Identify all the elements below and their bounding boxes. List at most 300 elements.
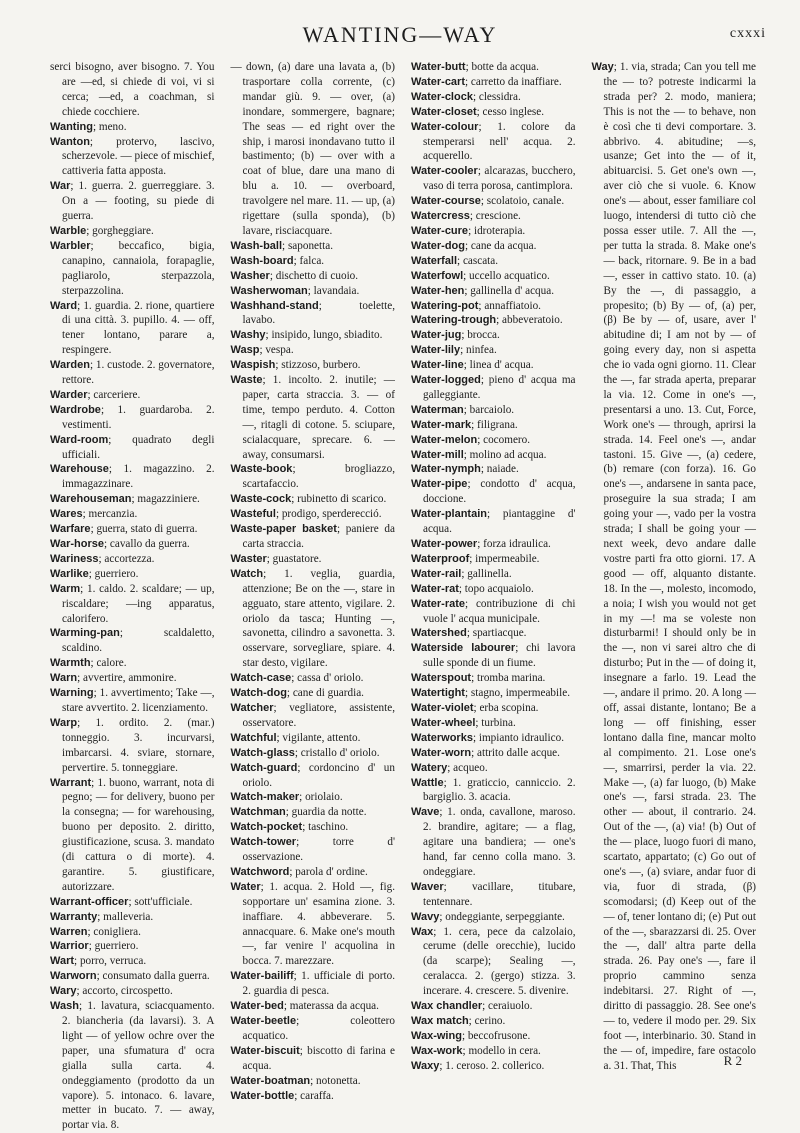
entry-headword: Waster <box>230 552 267 565</box>
entry-definition: ; beccafico, bigia, canapino, cannaiola, forapaglie, pagliarolo, sterpazzola, sterpazzolina. <box>62 239 215 297</box>
dictionary-entry <box>411 403 576 418</box>
entry-definition: ; molino ad acqua. <box>463 448 547 461</box>
entry-headword: Waste <box>230 374 263 387</box>
entry-headword: Waterworks <box>411 731 473 744</box>
dictionary-entry <box>231 239 396 254</box>
entry-headword: Water-mill <box>411 448 464 461</box>
entry-headword: Watch-case <box>230 672 292 685</box>
dictionary-entry <box>50 299 215 359</box>
dictionary-entry <box>411 999 576 1014</box>
entry-definition: ; consumato dalla guerra. <box>96 970 210 983</box>
entry-headword: Water-butt <box>411 61 466 73</box>
entry-definition: ; linea d' acqua. <box>463 359 534 372</box>
entry-definition: ; idroterapia. <box>468 224 526 237</box>
dictionary-entry <box>231 492 396 507</box>
entry-definition: ; calore. <box>90 657 127 670</box>
entry-headword: Water-worn <box>411 746 472 759</box>
entry-headword: Water-mark <box>411 418 472 431</box>
entry-headword: Water-rat <box>411 582 459 595</box>
entry-headword: Watering-trough <box>411 314 497 327</box>
dictionary-entry <box>50 939 215 954</box>
entry-headword: Wary <box>50 985 77 998</box>
column-1 <box>50 60 215 1133</box>
dictionary-entry <box>411 448 576 463</box>
entry-headword: Water-biscuit <box>230 1044 300 1057</box>
dictionary-entry <box>231 1089 396 1104</box>
entry-definition: ; vespa. <box>259 344 294 357</box>
entry-definition: ; saponetta. <box>282 239 333 252</box>
dictionary-entry <box>50 403 215 433</box>
dictionary-entry <box>411 701 576 716</box>
entry-definition: ; topo acquaiolo. <box>458 582 534 595</box>
dictionary-entry <box>231 820 396 835</box>
entry-definition: ; 1. lavatura, sciacquamento. 2. biancheria (da lavarsi). 3. A light — of yellow ochre over the paper, una sfumatura d' ocra gialla sulla carta. 4. ondeggiamento (prodotto da un vapore). 5. intonaco. 6. lavare, metter in bucato. 7. — away, portar via. 8. <box>62 1000 215 1132</box>
entry-headword: Wasp <box>230 344 260 357</box>
dictionary-entry <box>411 567 576 582</box>
entry-definition: ; guerra, stato di guerra. <box>90 523 198 536</box>
entry-definition: ; notonetta. <box>310 1074 361 1087</box>
entry-headword: Warehouse <box>50 463 109 476</box>
entry-headword: Watch-guard <box>230 761 298 774</box>
entry-headword: Warn <box>50 672 78 685</box>
dictionary-entry <box>231 880 396 969</box>
entry-headword: Warrior <box>50 940 89 953</box>
dictionary-entry <box>231 299 396 329</box>
entry-definition: ; carretto da inaffiare. <box>465 75 562 88</box>
page-header <box>20 22 780 50</box>
dictionary-entry <box>411 537 576 552</box>
dictionary-entry <box>50 984 215 999</box>
entry-definition: ; cerino. <box>468 1015 506 1027</box>
dictionary-entry <box>231 507 396 522</box>
entry-headword: Waste-paper basket <box>230 523 337 536</box>
entry-definition: ; attrito dalle acque. <box>471 746 560 759</box>
dictionary-entry <box>411 776 576 806</box>
entry-headword: Watchword <box>230 865 290 878</box>
entry-definition: ; 1. custode. 2. governatore, rettore. <box>62 359 215 387</box>
entry-headword: Waterspout <box>411 672 472 685</box>
entry-definition: ; contribuzione di chi vuole l' acqua municipale. <box>423 597 576 625</box>
dictionary-entry <box>231 567 396 671</box>
dictionary-entry <box>231 1014 396 1044</box>
entry-definition: ; beccofrusone. <box>461 1029 531 1042</box>
entry-definition: serci bisogno, aver bisogno. 7. You are —ed, si chiede di voi, vi si cerca; —ed, a coachman, si chiede cocchiere. <box>50 61 215 118</box>
entry-definition: ; mercanzia. <box>82 508 138 521</box>
dictionary-entry <box>50 686 215 716</box>
entry-definition: ; 1. onda, cavallone, maroso. 2. brandire, agitare; — a flag, agitare una bandiera; — one's hand, far cenno colla mano. 3. ondeggiare. <box>423 806 576 878</box>
entry-headword: Water-power <box>411 538 478 550</box>
dictionary-entry <box>231 790 396 805</box>
entry-headword: Waxy <box>411 1059 440 1072</box>
dictionary-entry <box>411 224 576 239</box>
entry-definition: ; 1. avvertimento; Take —, stare avvertito. 2. licenziamento. <box>62 687 215 714</box>
entry-definition: ; cordoncino d' un oriolo. <box>242 761 395 789</box>
entry-definition: ; ninfea. <box>460 344 497 357</box>
dictionary-entry <box>231 522 396 552</box>
entry-definition: ; botte da acqua. <box>465 61 539 73</box>
dictionary-entry <box>231 328 396 343</box>
dictionary-entry <box>411 1059 576 1074</box>
entry-headword: Warmth <box>50 657 91 670</box>
dictionary-entry <box>411 60 576 75</box>
entry-headword: Watcher <box>230 701 274 714</box>
entry-headword: Warm <box>50 582 81 595</box>
entry-definition: ; porro, verruca. <box>74 955 147 968</box>
entry-definition: ; cassa d' oriolo. <box>291 672 364 685</box>
dictionary-entry <box>231 999 396 1014</box>
entry-headword: Water-plantain <box>411 508 487 521</box>
entry-headword: Watch <box>230 567 264 580</box>
entry-headword: Waste-book <box>230 463 293 476</box>
entry-definition: ; cristallo d' oriolo. <box>294 746 380 759</box>
entry-headword: Washy <box>230 329 266 342</box>
entry-definition: ; 1. cera, pece da calzolaio, cerume (delle orecchie), lucido (da scarpe); Sealing —, ceralacca. 2. (gergo) stizza. 3. incerare. 4. crescere. 5. divenire. <box>423 925 576 998</box>
entry-headword: Watch-maker <box>230 791 300 804</box>
entry-definition: ; 1. via, strada; Can you tell me the — to? potreste indicarmi la strada per? 2. modo, maniera; This is not the — to behave, non è così che ti devi comportare. 3. abbrivo. 4. abitudine; —s, usanze; Get into the — of it, abituarcisi. 5. Get one's own —, aver ciò che si vuole. 6. Know one's — about, esser familiare col luogo, intendersi di tutto ciò che possa esser utile. 7. All the —, per tutta la strada. 8. Make one's — back, ritornare. 9. Be in a bad —, esser in cattivo stato. 10. (a) By the —, di passaggio, a propesito; (b) By — of, (a) per, (β) Be by — of, usare, aver l' abitudine di; I am not by — of going every day, non si aspetta che io vada ogni giorno. 11. Clear the —, far strada aperta, preparar la via. 12. Come in one's —, presentarsi a uno. 13. Cut, Force, Work one's — through, aprirsi la strada. 14. Feel one's —, andar tastoni. 15. Give —, (a) cedere, (b) remare (con forza). 16. Go one's —, andarsene in santa pace, proseguire la sua strada; I am going your —, vado per la vostra strada; I shall be going your — next week, devo andare dalle vostre parti fra otto giorni. 17. A good — off, alquanto distante. 18. In the —, molesto, incomodo, a noia; I wish you would not get in my —! ma se voleste non disturbarmi! I should only be in the —, non vi sarei altro che di disturbo; Put in the — of doing it, insegnare a farlo. 19. Lead the —, andare il primo. 20. A long — off, assai distante, lontano; Be a long — off finishing, esser lontano dalla fine, mancar molto al compimento. 21. Lose one's —, smarrirsi, perder la via. 22. Make —, (a) far luogo, (b) Make one's —, farsi strada. 23. The other — about, il contrario. 24. Out of the —, (a) via! (b) Out of the — place, luogo fuori di mano, scartato, appartato; (c) Go out of one's —, (a) sviare, andar fuor di via, fuor di strada, (β) scomodarsi; (d) Keep out of the — of, tener lontano di; (e) Put out of the —, sbarazzarsi di. 25. Over the —, dall' altra parte della strada. 26. Pay one's —, fare il proprio cammino senza indebitarsi. 27. Right of —, diritto di passaggio. 28. See one's — to, vedere il modo per. 29. Six foot —, interbinario. 30. Stand in the — of, impedire, fare ostacolo a. 31. That, This <box>603 61 756 1072</box>
dictionary-entry <box>411 761 576 776</box>
dictionary-entry <box>50 120 215 135</box>
dictionary-entry <box>411 582 576 597</box>
entry-headword: Watery <box>411 761 448 774</box>
entry-headword: Wardrobe <box>50 403 101 416</box>
entry-headword: Waste-cock <box>230 493 292 506</box>
entry-headword: Waterside labourer <box>411 642 516 655</box>
dictionary-entry <box>411 418 576 433</box>
dictionary-entry <box>411 164 576 194</box>
entry-definition: ; gorgheggiare. <box>86 224 154 237</box>
entry-headword: Water-colour <box>411 120 479 133</box>
dictionary-entry <box>411 433 576 448</box>
dictionary-entry <box>411 1029 576 1044</box>
entry-headword: Ward-room <box>50 433 109 446</box>
entry-definition: ; abbeveratoio. <box>496 314 563 327</box>
entry-headword: Waterfall <box>411 254 458 267</box>
entry-definition: ; quadrato degli ufficiali. <box>62 433 215 461</box>
dictionary-entry <box>50 716 215 776</box>
dictionary-entry <box>50 462 215 492</box>
dictionary-entry <box>50 537 215 552</box>
entry-definition: ; 1. buono, warrant, nota di pegno; — for delivery, buono per la consegna; — for warehousing, buono per deposito. 2. diritto, giustificazione, scusa. 3. mandato (di cattura o di morte). 4. garantire. 5. giustificare, autorizzare. <box>62 776 215 893</box>
entry-headword: Water-rail <box>411 567 462 580</box>
entry-headword: Wash <box>50 1000 79 1013</box>
dictionary-entry <box>231 865 396 880</box>
dictionary-entry <box>231 969 396 999</box>
entry-headword: Warning <box>50 687 94 700</box>
dictionary-entry <box>411 120 576 165</box>
entry-headword: Warp <box>50 716 78 729</box>
entry-headword: Water-cooler <box>411 165 478 178</box>
dictionary-entry <box>411 328 576 343</box>
entry-definition: ; caraffa. <box>294 1089 334 1102</box>
entry-headword: Washhand-stand <box>230 299 319 312</box>
dictionary-entry <box>411 1014 576 1029</box>
entry-headword: Washerwoman <box>230 284 308 297</box>
dictionary-entry <box>50 999 215 1133</box>
entry-definition: ; accortezza. <box>98 552 155 565</box>
entry-definition: ; acqueo. <box>447 761 488 774</box>
entry-headword: Wash-ball <box>230 239 283 252</box>
dictionary-entry <box>231 284 396 299</box>
entry-headword: Wash-board <box>230 254 294 267</box>
entry-headword: Watchman <box>230 806 286 819</box>
entry-definition: ; piantaggine d' acqua. <box>423 508 576 536</box>
entry-definition: ; magazziniere. <box>131 493 200 506</box>
dictionary-entry <box>231 552 396 567</box>
entry-definition: ; impermeabile. <box>469 552 540 565</box>
entry-definition: ; stizzoso, burbero. <box>275 359 361 372</box>
dictionary-entry <box>50 507 215 522</box>
entry-headword: Ward <box>50 299 78 312</box>
entry-definition: ; protervo, lascivo, scherzevole. — piece of mischief, cattiveria fatta apposta. <box>62 135 215 178</box>
dictionary-entry <box>50 358 215 388</box>
dictionary-entry <box>411 209 576 224</box>
dictionary-entry <box>411 75 576 90</box>
entry-definition: ; filigrana. <box>471 418 518 431</box>
entry-definition: ; pieno d' acqua ma galleggiante. <box>423 374 576 401</box>
entry-headword: Warworn <box>50 970 97 983</box>
entry-headword: Water-hen <box>411 284 465 297</box>
entry-definition: ; 1. ceroso. 2. collerico. <box>439 1059 545 1072</box>
entry-definition: ; falca. <box>293 254 325 267</box>
entry-headword: Waver <box>411 880 444 893</box>
entry-definition: ; taschino. <box>302 821 349 834</box>
dictionary-entry <box>411 597 576 627</box>
dictionary-entry <box>411 671 576 686</box>
dictionary-entry <box>592 60 757 1074</box>
page-number: cxxxi <box>729 26 766 41</box>
entry-definition: ; impianto idraulico. <box>472 731 564 744</box>
dictionary-entry <box>411 925 576 1000</box>
entry-definition: ; brocca. <box>461 329 500 342</box>
entry-headword: Warble <box>50 224 87 237</box>
dictionary-entry <box>411 343 576 358</box>
entry-headword: Wariness <box>50 552 99 565</box>
entry-definition: ; cane da acqua. <box>464 239 537 252</box>
entry-headword: Water-line <box>411 359 464 372</box>
entry-headword: Wax match <box>411 1015 469 1027</box>
entry-headword: Warbler <box>50 239 91 252</box>
entry-headword: War-horse <box>50 538 104 550</box>
entry-definition: ; stagno, impermeabile. <box>464 687 570 700</box>
entry-headword: Watch-glass <box>230 746 295 759</box>
entry-headword: Warder <box>50 388 88 401</box>
entry-definition: ; vegliatore, assistente, osservatore. <box>242 701 395 729</box>
entry-definition: ; vacillare, titubare, tentennare. <box>423 880 576 908</box>
column-4 <box>592 60 757 1133</box>
entry-definition: ; gallinella d' acqua. <box>464 284 554 297</box>
entry-headword: Wavy <box>411 910 440 923</box>
entry-definition: ; 1. colore da stemperarsi nell' acqua. 2. acquerello. <box>423 120 576 163</box>
entry-definition: ; clessidra. <box>472 90 521 103</box>
dictionary-entry <box>50 239 215 299</box>
entry-definition: ; tromba marina. <box>471 672 546 685</box>
entry-headword: Water <box>230 880 261 893</box>
entry-definition: ; 1. veglia, guardia, attenzione; Be on the —, stare in agguato, stare attento, vigilare. 2. oriolo da tasca; Hunting —, savonetta, cilindro a savonetta. 3. osservare, sorvegliare, spiare. 4. star desto, vigilare. <box>242 567 395 670</box>
entry-definition: ; cesso inglese. <box>476 105 545 118</box>
dictionary-entry <box>50 224 215 239</box>
dictionary-entry <box>411 716 576 731</box>
dictionary-entry <box>411 641 576 671</box>
dictionary-entry <box>411 552 576 567</box>
dictionary-entry <box>50 671 215 686</box>
entry-headword: Waterfowl <box>411 269 464 282</box>
entry-definition: ; turbina. <box>475 716 516 729</box>
entry-headword: Water-violet <box>411 701 474 714</box>
entry-definition: ; 1. magazzino. 2. immagazzinare. <box>62 463 215 491</box>
entry-headword: Warrant <box>50 776 92 789</box>
dictionary-entry <box>50 969 215 984</box>
entry-headword: Watch-tower <box>230 836 297 849</box>
dictionary-entry <box>411 477 576 507</box>
signature-mark: R 2 <box>723 1053 742 1068</box>
entry-headword: Water-closet <box>411 105 477 118</box>
entry-headword: Watercress <box>411 210 470 223</box>
dictionary-entry <box>411 880 576 910</box>
entry-headword: Water-course <box>411 195 481 208</box>
entry-definition: ; torre d' osservazione. <box>242 836 395 864</box>
entry-definition: ; paniere da carta straccia. <box>242 523 395 550</box>
entry-headword: Water-beetle <box>230 1015 297 1027</box>
entry-headword: Washer <box>230 269 270 282</box>
entry-definition: ; toelette, lavabo. <box>242 299 395 327</box>
dictionary-entry <box>231 254 396 269</box>
entry-headword: Watch-dog <box>230 687 287 700</box>
entry-headword: Wart <box>50 955 75 968</box>
entry-definition: ; cavallo da guerra. <box>104 538 190 550</box>
entry-definition: ; guastatore. <box>266 552 322 565</box>
entry-headword: War <box>50 180 71 193</box>
dictionary-entry <box>411 313 576 328</box>
entry-definition: ; cane di guardia. <box>286 687 364 700</box>
dictionary-entry <box>231 60 396 239</box>
entry-headword: Wax-work <box>411 1044 463 1057</box>
entry-definition: — down, (a) dare una lavata a, (b) trasportare colla corrente, (c) mandar giù. 9. — over, (a) inondare, sommergere, bagnare; The seas — ed right over the ship, i marosi inondavano tutto il bastimento; (b) — over with a coat of blue, dare una mano di blu a. 10. — overboard, travolgere nel mare. 11. — up, (a) rigettare (sulla sponda), (b) lavare, risciacquare. <box>230 61 395 237</box>
entry-headword: Warren <box>50 925 88 938</box>
entry-headword: Water-clock <box>411 90 473 103</box>
entry-definition: ; guerriero. <box>88 940 139 953</box>
dictionary-entry <box>231 373 396 462</box>
dictionary-entry <box>231 1044 396 1074</box>
entry-definition: ; dischetto di cuoio. <box>269 269 359 282</box>
dictionary-entry <box>50 656 215 671</box>
entry-definition: ; 1. ufficiale di porto. 2. guardia di pesca. <box>242 970 395 998</box>
entry-definition: ; cascata. <box>457 254 499 267</box>
entry-definition: ; lavandaia. <box>307 284 360 297</box>
dictionary-entry <box>50 433 215 463</box>
dictionary-entry <box>50 626 215 656</box>
dictionary-entry <box>231 1074 396 1089</box>
entry-definition: ; crescione. <box>469 210 521 223</box>
dictionary-entry <box>50 135 215 180</box>
dictionary-entry <box>411 194 576 209</box>
entry-definition: ; parola d' ordine. <box>289 865 368 878</box>
dictionary-entry <box>231 701 396 731</box>
entry-definition: ; insipido, lungo, sbiadito. <box>265 329 383 342</box>
entry-definition: ; alcarazas, bucchero, vaso di terra porosa, cantimplora. <box>423 165 576 193</box>
entry-definition: ; materassa da acqua. <box>283 1000 379 1013</box>
dictionary-entry <box>411 254 576 269</box>
entry-definition: ; uccello acquatico. <box>463 269 550 282</box>
dictionary-entry <box>411 90 576 105</box>
entry-headword: Watershed <box>411 627 467 640</box>
dictionary-entry <box>50 567 215 582</box>
dictionary-entry <box>411 358 576 373</box>
dictionary-entry <box>411 239 576 254</box>
entry-headword: Way <box>591 61 614 73</box>
dictionary-entry <box>50 179 215 224</box>
entry-definition: ; naiade. <box>480 463 519 476</box>
text-columns <box>50 60 756 1133</box>
entry-headword: Warrant-officer <box>50 895 129 908</box>
entry-headword: Warranty <box>50 910 98 923</box>
entry-definition: ; sott'ufficiale. <box>128 895 193 908</box>
entry-headword: Watertight <box>411 687 465 700</box>
dictionary-entry <box>231 686 396 701</box>
entry-headword: Wave <box>411 806 440 819</box>
entry-definition: ; biscotto di farina e acqua. <box>242 1044 395 1072</box>
entry-headword: Water-melon <box>411 433 478 446</box>
entry-headword: Watch-pocket <box>230 821 303 834</box>
entry-headword: Water-bottle <box>230 1089 295 1102</box>
dictionary-entry <box>50 895 215 910</box>
entry-headword: Waterproof <box>411 552 470 565</box>
entry-definition: ; erba scopina. <box>473 701 539 714</box>
entry-headword: Water-bed <box>230 1000 284 1013</box>
entry-headword: Water-wheel <box>411 716 476 729</box>
entry-headword: Wattle <box>411 776 444 789</box>
entry-headword: Warfare <box>50 523 91 536</box>
entry-definition: ; 1. graticcio, canniccio. 2. bargiglio. 3. acacia. <box>423 776 576 804</box>
dictionary-entry <box>411 805 576 880</box>
entry-definition: ; 1. acqua. 2. Hold —, fig. sopportare un' esamina zione. 3. inaffiare. 4. abbeverare. 5. annacquare. 6. Make one's mouth —, far venire l' acquolina in bocca. 7. marezzare. <box>242 880 395 968</box>
entry-definition: ; scaldaletto, scaldino. <box>62 627 215 655</box>
entry-headword: Watering-pot <box>411 299 479 312</box>
entry-headword: Water-rate <box>411 597 465 610</box>
entry-definition: ; ondeggiante, serpeggiante. <box>439 910 565 923</box>
entry-definition: ; ceraiuolo. <box>482 1000 533 1013</box>
entry-headword: Water-dog <box>411 239 465 252</box>
entry-headword: Wax-wing <box>411 1029 462 1042</box>
entry-definition: ; conigliera. <box>87 925 141 938</box>
entry-definition: ; 1. guardaroba. 2. vestimenti. <box>62 403 215 431</box>
entry-headword: Water-nymph <box>411 463 481 476</box>
dictionary-entry <box>411 1044 576 1059</box>
entry-headword: Warlike <box>50 567 89 580</box>
entry-headword: Warehouseman <box>50 493 132 506</box>
dictionary-entry <box>231 835 396 865</box>
entry-headword: Water-bailiff <box>230 970 294 983</box>
dictionary-entry <box>411 105 576 120</box>
entry-headword: Water-boatman <box>230 1074 311 1087</box>
column-3 <box>411 60 576 1133</box>
entry-definition: ; guardia da notte. <box>285 806 367 819</box>
dictionary-entry <box>231 731 396 746</box>
dictionary-entry <box>231 269 396 284</box>
dictionary-entry <box>231 358 396 373</box>
entry-definition: ; gallinella. <box>461 567 512 580</box>
entry-headword: Wanting <box>50 120 93 133</box>
dictionary-entry <box>50 954 215 969</box>
entry-definition: ; 1. guerra. 2. guerreggiare. 3. On a — footing, su piede di guerra. <box>62 180 215 223</box>
dictionary-entry <box>231 761 396 791</box>
dictionary-entry <box>411 373 576 403</box>
dictionary-entry <box>411 284 576 299</box>
dictionary-entry <box>50 925 215 940</box>
dictionary-entry <box>50 60 215 120</box>
entry-definition: ; guerriero. <box>88 567 139 580</box>
dictionary-entry <box>50 522 215 537</box>
dictionary-entry <box>411 731 576 746</box>
